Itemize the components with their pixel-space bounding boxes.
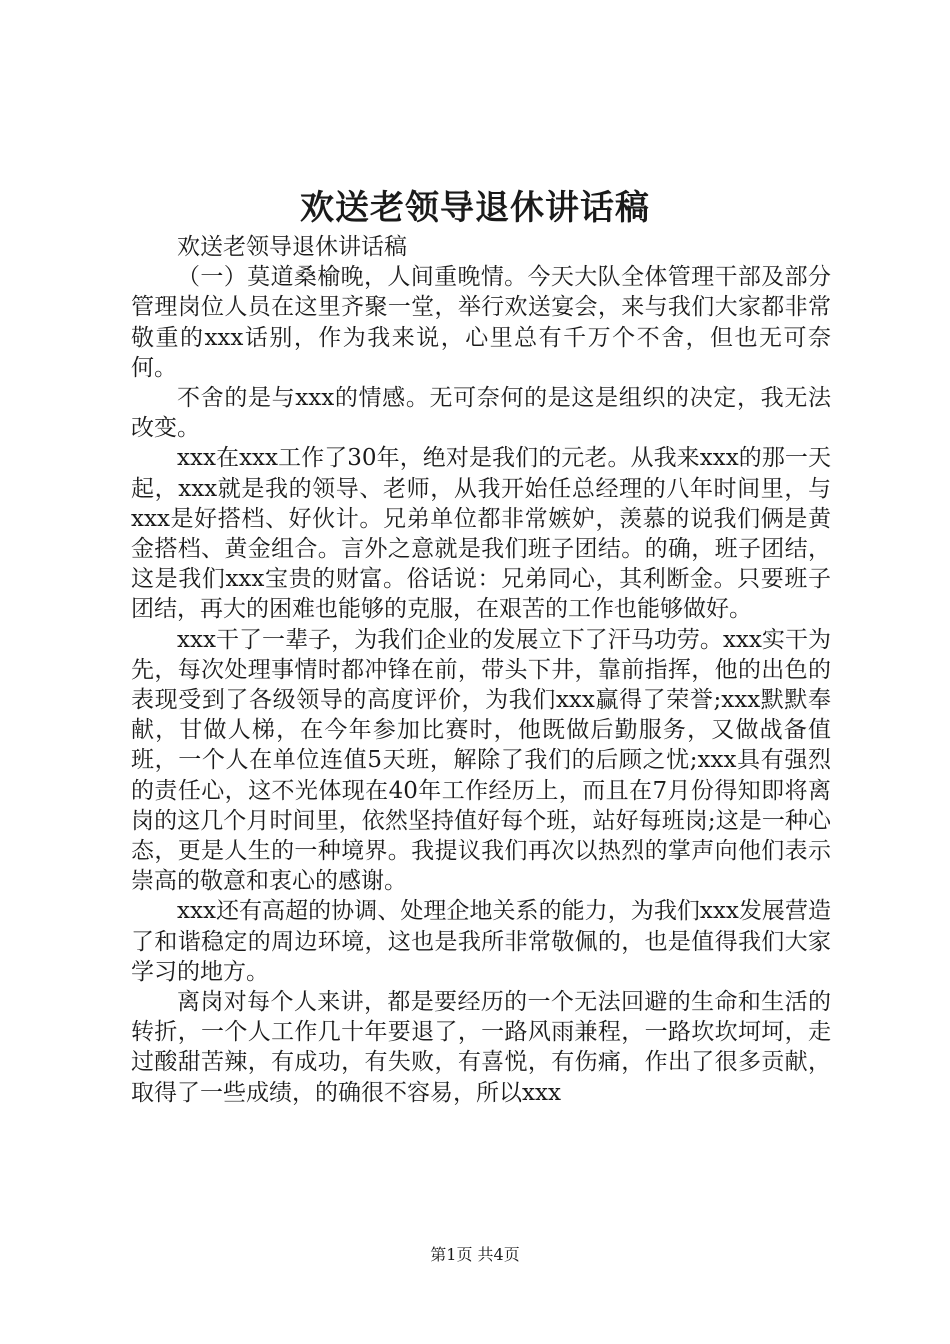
document-title: 欢送老领导退休讲话稿 — [300, 188, 650, 228]
body-paragraph: 不舍的是与xxx的情感。无可奈何的是这是组织的决定，我无法改变。 — [131, 385, 831, 442]
document-body — [131, 232, 831, 1108]
body-paragraph: xxx干了一辈子，为我们企业的发展立下了汗马功劳。xxx实干为先，每次处理事情时都冲锋在前，带头下井，靠前指挥，他的出色的表现受到了各级领导的高度评价，为我们xxx赢得了荣誉;xxx默默奉献，甘做人梯，在今年参加比赛时，他既做后勤服务，又做战备值班，一个人在单位连值5天班，解除了我们的后顾之忧;xxx具有强烈的责任心，这不光体现在40年工作经历上，而且在7月份得知即将离岗的这几个月时间里，依然坚持值好每个班，站好每班岗;这是一种心态，更是人生的一种境界。我提议我们再次以热烈的掌声向他们表示崇高的敬意和衷心的感谢。 — [131, 626, 831, 895]
body-paragraph: （一）莫道桑榆晚，人间重晚情。今天大队全体管理干部及部分管理岗位人员在这里齐聚一堂，举行欢送宴会，来与我们大家都非常敬重的xxx话别，作为我来说，心里总有千万个不舍，但也无可奈何。 — [131, 264, 831, 381]
body-paragraph: 离岗对每个人来讲，都是要经历的一个无法回避的生命和生活的转折，一个人工作几十年要退了，一路风雨兼程，一路坎坎坷坷，走过酸甜苦辣，有成功，有失败，有喜悦，有伤痛，作出了很多贡献，取得了一些成绩，的确很不容易，所以xxx — [131, 989, 831, 1106]
body-paragraph: xxx还有高超的协调、处理企地关系的能力，为我们xxx发展营造了和谐稳定的周边环境，这也是我所非常敬佩的，也是值得我们大家学习的地方。 — [131, 898, 831, 985]
page-number-footer: 第1页 共4页 — [430, 1245, 520, 1264]
subtitle-paragraph: 欢送老领导退休讲话稿 — [177, 234, 407, 260]
body-paragraph: xxx在xxx工作了30年，绝对是我们的元老。从我来xxx的那一天起，xxx就是我的领导、老师，从我开始任总经理的八年时间里，与xxx是好搭档、好伙计。兄弟单位都非常嫉妒，羡慕的说我们俩是黄金搭档、黄金组合。言外之意就是我们班子团结。的确，班子团结，这是我们xxx宝贵的财富。俗话说：兄弟同心，其利断金。只要班子团结，再大的困难也能够的克服，在艰苦的工作也能够做好。 — [131, 445, 831, 623]
